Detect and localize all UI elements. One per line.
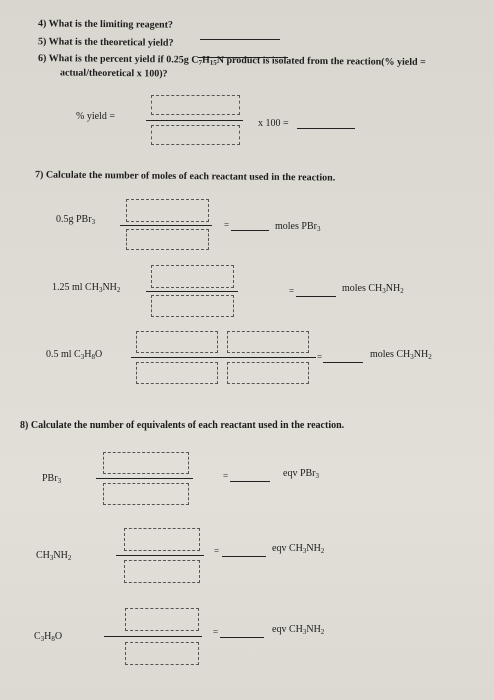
yield-label: % yield =	[76, 111, 115, 122]
fraction-bar	[131, 357, 316, 358]
q7-c3h8o-answer-line[interactable]	[323, 362, 363, 363]
q8-ch3nh2-numerator-box[interactable]	[124, 528, 200, 551]
question-text: What is the limiting reagent?	[48, 18, 173, 31]
fraction-bar	[116, 555, 204, 556]
equals-sign: =	[224, 220, 230, 230]
yield-times: x 100 =	[258, 118, 289, 129]
answer-line-q4[interactable]	[200, 39, 280, 40]
q7-pbr3-numerator-box[interactable]	[126, 199, 209, 222]
question-number: 6)	[37, 52, 47, 65]
fraction-bar	[146, 120, 243, 121]
equals-sign: =	[213, 627, 219, 637]
fraction-bar	[146, 291, 238, 292]
yield-answer-line[interactable]	[297, 128, 355, 129]
q7-pbr3-unit: moles PBr$_3$	[275, 221, 321, 233]
question-4	[38, 18, 173, 30]
equals-sign: =	[223, 471, 229, 481]
equals-sign: =	[317, 352, 323, 362]
q8-pbr3-answer-line[interactable]	[230, 481, 270, 482]
equals-sign: =	[214, 546, 220, 556]
q7-c3h8o-denominator-box-2[interactable]	[227, 362, 309, 384]
q7-ch3nh2-numerator-box[interactable]	[151, 265, 234, 288]
q8-c3h8o-reagent: $C_3H_8O$	[34, 631, 63, 643]
q7-pbr3-amount: 0.5g PBr$_3$	[56, 214, 96, 226]
q8-c3h8o-answer-line[interactable]	[220, 637, 264, 638]
fraction-bar	[120, 225, 212, 226]
q7-c3h8o-amount: 0.5 ml $C_3H_8O$	[46, 349, 103, 361]
q8-pbr3-unit: eqv PBr$_3$	[283, 468, 319, 480]
q8-pbr3-reagent: PBr$_3$	[42, 473, 62, 485]
q8-pbr3-denominator-box[interactable]	[103, 483, 189, 505]
question-6: 6) What is the percent yield if 0.25g $C_7H_{15}N$ product is isolated from the reaction(% yield =	[37, 52, 426, 69]
q7-c3h8o-unit: moles $CH_3NH_2$	[370, 349, 432, 361]
question-number: 4)	[37, 18, 47, 30]
yield-numerator-box[interactable]	[151, 95, 240, 115]
equals-sign: =	[289, 286, 295, 296]
q7-pbr3-answer-line[interactable]	[231, 230, 269, 231]
q8-ch3nh2-denominator-box[interactable]	[124, 560, 200, 583]
q7-c3h8o-numerator-box-2[interactable]	[227, 331, 309, 353]
q8-c3h8o-numerator-box[interactable]	[125, 608, 199, 631]
fraction-bar	[96, 478, 193, 479]
question-text: What is the theoretical yield?	[48, 36, 174, 49]
q8-ch3nh2-reagent: $CH_3NH_2$	[36, 550, 72, 562]
q7-c3h8o-denominator-box-1[interactable]	[136, 362, 218, 384]
q7-ch3nh2-denominator-box[interactable]	[151, 295, 234, 317]
question-number: 8)	[20, 420, 29, 431]
question-number: 5)	[37, 36, 47, 48]
question-8	[20, 420, 344, 431]
q7-c3h8o-numerator-box-1[interactable]	[136, 331, 218, 353]
question-5	[38, 36, 174, 48]
fraction-bar	[104, 636, 202, 637]
yield-denominator-box[interactable]	[151, 125, 240, 145]
q7-ch3nh2-answer-line[interactable]	[296, 296, 336, 297]
q7-ch3nh2-unit: moles $CH_3NH_2$	[342, 283, 404, 295]
q8-c3h8o-unit: eqv $CH_3NH_2$	[272, 624, 325, 636]
question-text: Calculate the number of moles of each reactant used in the reaction.	[45, 169, 336, 184]
question-number: 7)	[34, 169, 44, 181]
question-7	[35, 169, 335, 183]
question-6-line-2: actual/theoretical x 100)?	[59, 67, 168, 80]
q8-c3h8o-denominator-box[interactable]	[125, 642, 199, 665]
q8-pbr3-numerator-box[interactable]	[103, 452, 189, 474]
q7-pbr3-denominator-box[interactable]	[126, 229, 209, 250]
q8-ch3nh2-unit: eqv $CH_3NH_2$	[272, 543, 325, 555]
question-text: Calculate the number of equivalents of each reactant used in the reaction.	[30, 420, 345, 431]
q8-ch3nh2-answer-line[interactable]	[222, 556, 266, 557]
q7-ch3nh2-amount: 1.25 ml $CH_3NH_2$	[52, 282, 121, 294]
